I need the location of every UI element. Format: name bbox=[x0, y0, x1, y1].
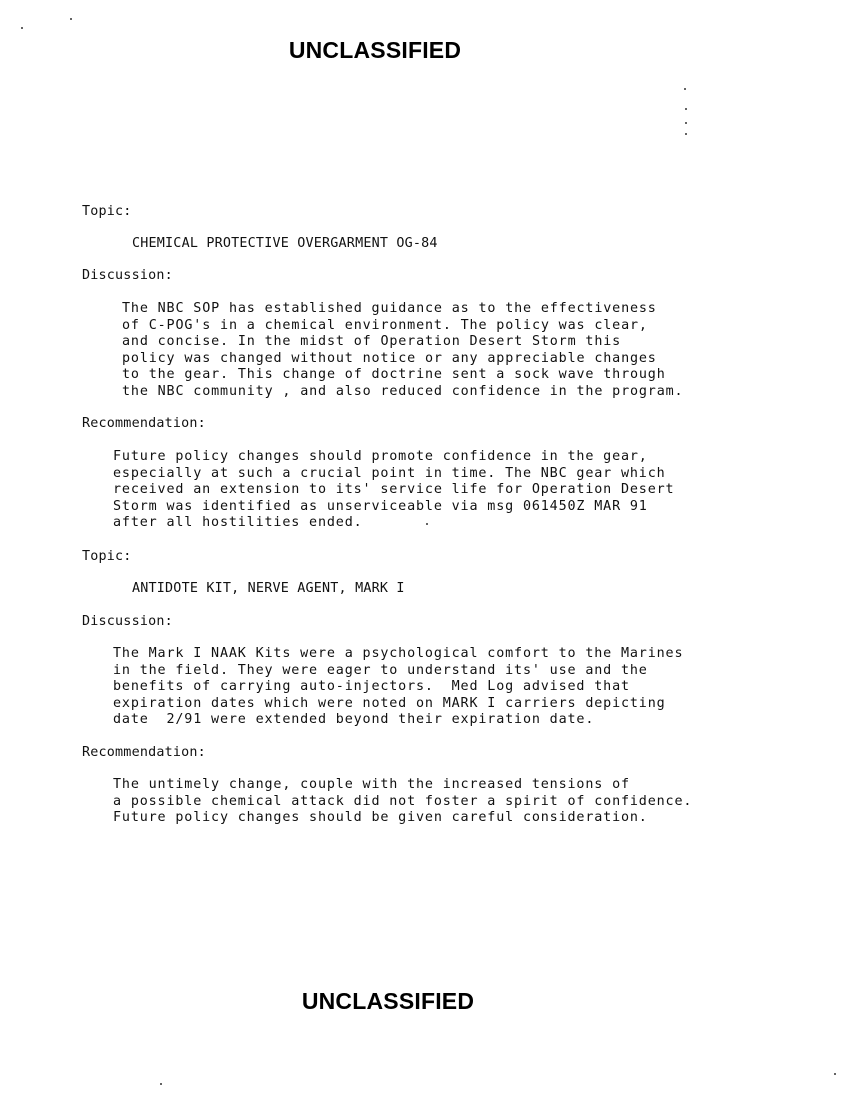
discussion-paragraph-1 bbox=[122, 301, 683, 401]
text-line: Future policy changes should promote confidence in the gear, bbox=[113, 449, 648, 464]
recommendation-paragraph-1 bbox=[113, 449, 674, 532]
topic-title-2: ANTIDOTE KIT, NERVE AGENT, MARK I bbox=[132, 581, 405, 596]
text-line: the NBC community , and also reduced confidence in the program. bbox=[122, 383, 684, 399]
recommendation-paragraph-2 bbox=[113, 777, 692, 827]
discussion-paragraph-2 bbox=[113, 646, 683, 729]
scan-speck bbox=[70, 18, 72, 20]
text-line: Storm was identified as unserviceable via msg 061450Z MAR 91 bbox=[113, 498, 648, 514]
scan-speck bbox=[834, 1073, 836, 1075]
text-line: to the gear. This change of doctrine sent a sock wave through bbox=[122, 367, 666, 383]
scan-speck bbox=[21, 27, 23, 29]
text-line: in the field. They were eager to understand its' use and the bbox=[113, 662, 648, 678]
text-line: a possible chemical attack did not foster a spirit of confidence. bbox=[113, 793, 693, 809]
topic-label-1: Topic: bbox=[82, 204, 132, 219]
topic-title-1: CHEMICAL PROTECTIVE OVERGARMENT OG-84 bbox=[132, 236, 438, 251]
text-line: and concise. In the midst of Operation Desert Storm this bbox=[122, 334, 622, 350]
classification-banner-bottom: UNCLASSIFIED bbox=[301, 988, 475, 1014]
text-line: of C-POG's in a chemical environment. The policy was clear, bbox=[122, 317, 648, 333]
text-line: Future policy changes should be given careful consideration. bbox=[113, 810, 648, 826]
text-line: especially at such a crucial point in time. The NBC gear which bbox=[113, 465, 666, 481]
scan-speck bbox=[684, 88, 686, 90]
text-line: policy was changed without notice or any appreciable changes bbox=[122, 350, 657, 366]
discussion-label-1: Discussion: bbox=[82, 268, 173, 283]
text-line: received an extension to its' service life for Operation Desert bbox=[113, 482, 675, 498]
classification-banner-top: UNCLASSIFIED bbox=[288, 37, 462, 63]
text-line: The untimely change, couple with the increased tensions of bbox=[113, 777, 630, 792]
scan-speck bbox=[685, 122, 687, 124]
recommendation-label-1: Recommendation: bbox=[82, 416, 206, 431]
text-line: The Mark I NAAK Kits were a psychological comfort to the Marines bbox=[113, 646, 684, 661]
recommendation-label-2: Recommendation: bbox=[82, 745, 206, 760]
scan-speck bbox=[685, 108, 687, 110]
topic-label-2: Topic: bbox=[82, 549, 132, 564]
text-line: expiration dates which were noted on MARK I carriers depicting bbox=[113, 695, 666, 711]
text-line: The NBC SOP has established guidance as to the effectiveness bbox=[122, 301, 657, 316]
discussion-label-2: Discussion: bbox=[82, 614, 173, 629]
text-line: date 2/91 were extended beyond their expiration date. bbox=[113, 712, 595, 728]
scan-speck bbox=[160, 1083, 162, 1085]
scan-speck bbox=[685, 133, 687, 135]
text-line: benefits of carrying auto-injectors. Med Log advised that bbox=[113, 679, 630, 695]
scan-speck bbox=[426, 523, 428, 525]
text-line: after all hostilities ended. bbox=[113, 515, 363, 531]
